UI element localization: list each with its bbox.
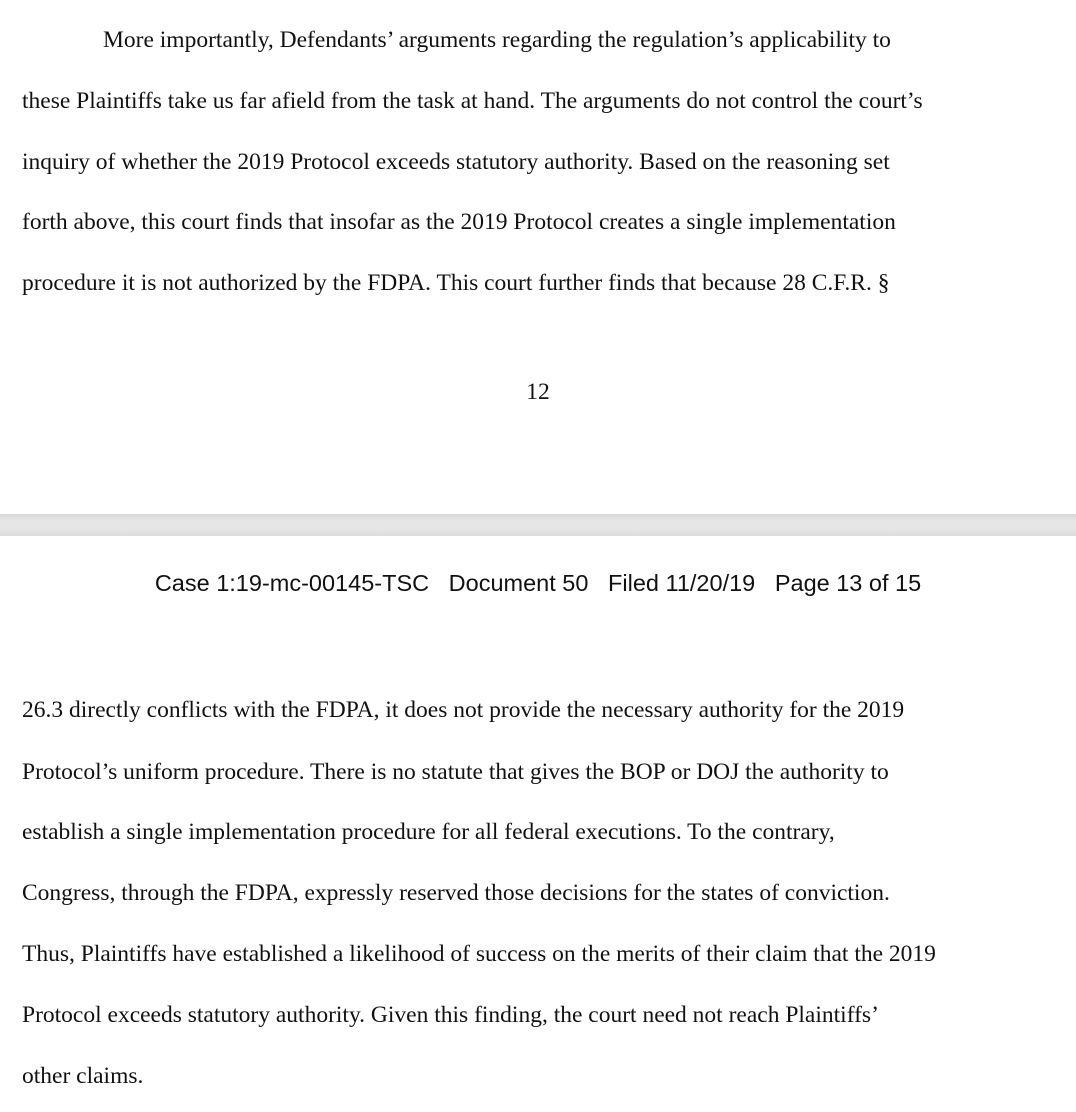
- body-text-line: inquiry of whether the 2019 Protocol exceeds statutory authority. Based on the reasoning set: [22, 149, 890, 175]
- document-page-12: [0, 0, 1076, 514]
- body-text-line: establish a single implementation procedure for all federal executions. To the contrary,: [22, 819, 835, 845]
- page-separator: [0, 514, 1076, 536]
- body-text-line: procedure it is not authorized by the FDPA. This court further finds that because 28 C.F.R. §: [22, 270, 890, 296]
- page-number: 12: [526, 379, 550, 405]
- body-text-line: Congress, through the FDPA, expressly reserved those decisions for the states of conviction.: [22, 880, 890, 906]
- body-text-line: forth above, this court finds that insofar as the 2019 Protocol creates a single implementation: [22, 209, 896, 235]
- body-text-line: other claims.: [22, 1063, 144, 1089]
- body-text-line: 26.3 directly conflicts with the FDPA, it does not provide the necessary authority for the 2019: [22, 697, 905, 723]
- document-page-13: [0, 536, 1076, 1112]
- body-text-line: Protocol exceeds statutory authority. Given this finding, the court need not reach Plaintiffs’: [22, 1002, 879, 1028]
- case-header: Case 1:19-mc-00145-TSC Document 50 Filed 11/20/19 Page 13 of 15: [154, 570, 922, 596]
- body-text-line: More importantly, Defendants’ arguments regarding the regulation’s applicability to: [103, 27, 891, 53]
- body-text-line: these Plaintiffs take us far afield from the task at hand. The arguments do not control the court’s: [22, 88, 923, 114]
- body-text-line: Protocol’s uniform procedure. There is no statute that gives the BOP or DOJ the authority to: [22, 759, 889, 785]
- body-text-line: Thus, Plaintiffs have established a likelihood of success on the merits of their claim that the 2019: [22, 941, 936, 967]
